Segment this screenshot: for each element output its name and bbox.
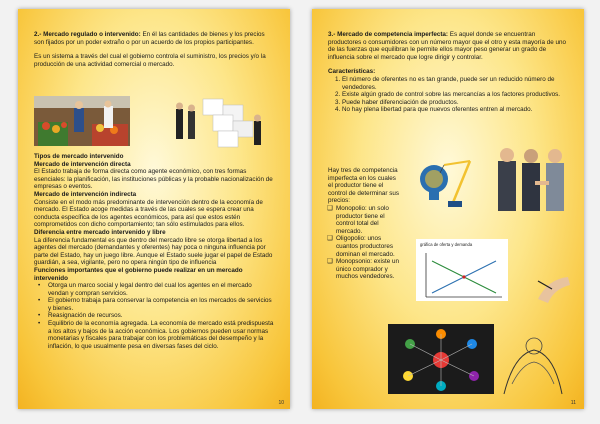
caracteristicas-heading: Características:	[328, 68, 376, 76]
caracteristicas-list	[342, 76, 568, 114]
tipos-competencia-list	[327, 204, 400, 281]
indirecta-text: Consiste en el modo más predominante de intervención dentro de la economía de mercado. El Estado acoge medidas a través de las cuales se espera crear una conducta específica de los agentes económicos, para así que estos estén comprometidos con dicho comportamiento; tan sólo estimulados para ellos.	[34, 198, 263, 229]
left-intro-text2: Es un sistema a través del cual el gobierno controla el suministro, los precios y/o la producción de una actividad comercial o mercado.	[34, 53, 266, 68]
page-number: 11	[570, 400, 576, 406]
hand-drawing-image	[508, 259, 572, 303]
list-item: • El gobierno trabaja para conservar la competencia en los mercados de servicios y bienes.	[38, 297, 272, 312]
list-item: 2. Existe algún grado de control sobre las mercancías a los factores productivos.	[342, 91, 568, 99]
left-intro-text: En él las cantidades de bienes y los precios son fijados por un poder extraño o por un acuerdo de los propios participantes.	[34, 31, 265, 46]
left-intro-title: 2.- Mercado regulado o intervenido:	[34, 31, 141, 38]
chart-caption: gráfica de oferta y demanda	[420, 242, 473, 247]
list-item: ❑ Monopolio: un solo productor tiene el control total del mercado.	[327, 204, 389, 235]
list-item: ❑ Monopsonio: existe un único comprador y muchos vendedores.	[327, 258, 400, 281]
market-photo	[34, 96, 130, 146]
left-page	[18, 9, 290, 409]
diferencia-heading: Diferencia entre mercado intervenido y libre	[34, 228, 166, 236]
sketched-hands-image	[494, 324, 572, 402]
tipos-competencia-text: Hay tres de competencia imperfecta en los cuales el productor tiene el control de determinar sus precios:	[328, 167, 400, 205]
list-item: • Otorga un marco social y legal dentro del cual los agentes en el mercado vendan y compran servicios.	[38, 282, 252, 297]
tipos-competencia	[328, 167, 400, 281]
list-item: 1. El número de oferentes no es tan grande, puede ser un reducido número de vendedores.	[342, 76, 568, 91]
funciones-list	[38, 282, 274, 350]
directa-heading: Mercado de intervención directa	[34, 160, 131, 168]
supply-demand-chart-image	[416, 239, 508, 301]
left-body	[34, 153, 274, 350]
list-item: • Equilibrio de la economía agregada. La economía de mercado está predispuesta a los altos y bajos de la acción económica. Los gobiernos pueden usar normas monetarias y fiscales para trabajar con los problemáticas del desempeño y la inflación, lo que usualmente pesa en diversas fases del ciclo.	[38, 320, 274, 350]
directa-text: El Estado trabaja de forma directa como agente económico, con tres formas esenciales: la planificación, las instituciones públicas y la probable nacionalización de empresas o eventos.	[34, 168, 273, 191]
list-item: • Reasignación de recursos.	[38, 312, 123, 320]
indirecta-heading: Mercado de intervención indirecta	[34, 190, 137, 198]
tipos-heading: Tipos de mercado intervenido	[34, 153, 124, 160]
right-page	[312, 9, 584, 409]
right-intro	[328, 31, 568, 114]
funciones-heading: Funciones importantes que el gobierno puede realizar en un mercado intervenido	[34, 266, 243, 282]
list-item: ❑ Oligopolio: unos cuantos productores dominan el mercado.	[327, 235, 395, 258]
right-intro-title: 3.- Mercado de competencia imperfecta:	[328, 31, 449, 38]
list-item: 4. No hay plena libertad para que nuevos oferentes entren al mercado.	[342, 106, 568, 114]
diferencia-text: La diferencia fundamental es que dentro del mercado libre se otorga libertad a los agentes del mercado (demandantes y oferentes) hay poca o ninguna influencia por parte del Estado, hay un juego libre. Aunque el Estado suele jugar el papel de Estado guardián, a sea, vigilante, pero no opera ningún tipo de influencia	[34, 236, 273, 267]
left-intro	[34, 31, 274, 68]
handshake-businessmen-image	[492, 143, 572, 213]
puzzle-businessmen-image	[158, 97, 274, 153]
right-intro-text: Es aquel donde se encuentran productores o consumidores con un número mayor que el otro y esta mayoría de uno de las fuerzas que equilibran le permite ellos mayor peso generar un grado de influencia sobre el mercado que logre dirigir y controlar.	[328, 31, 567, 61]
list-item: 3. Puede haber diferenciación de productos.	[342, 99, 568, 107]
crane-lightbulb-image	[412, 149, 484, 209]
page-number: 10	[278, 400, 284, 406]
people-network-image	[388, 324, 494, 394]
